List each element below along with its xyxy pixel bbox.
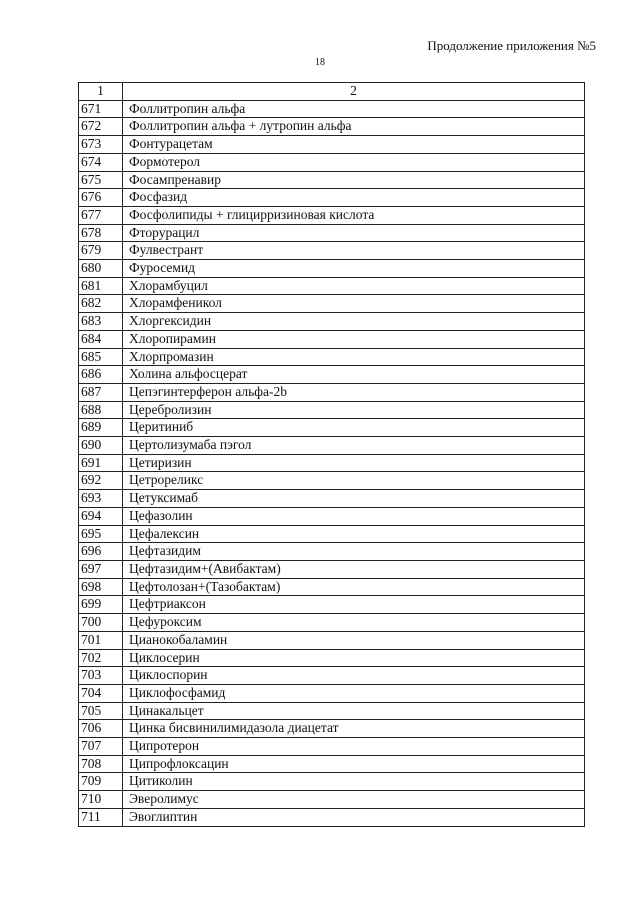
row-number: 703 [79,667,123,685]
row-number: 690 [79,437,123,455]
row-number: 699 [79,596,123,614]
drug-name: Цефтриаксон [123,596,585,614]
table-row [79,100,585,118]
drug-name: Цинакальцет [123,702,585,720]
drug-name: Фосампренавир [123,171,585,189]
row-number: 708 [79,755,123,773]
drug-name: Цитиколин [123,773,585,791]
table-row [79,490,585,508]
drug-name: Фоллитропин альфа + лутропин альфа [123,118,585,136]
drug-name: Формотерол [123,153,585,171]
drug-name: Цефтолозан+(Тазобактам) [123,578,585,596]
row-number: 707 [79,738,123,756]
table-row [79,295,585,313]
drug-name: Церитиниб [123,419,585,437]
table-row [79,720,585,738]
drug-name: Ципрофлоксацин [123,755,585,773]
row-number: 704 [79,684,123,702]
drug-name: Эверолимус [123,791,585,809]
row-number: 682 [79,295,123,313]
table-row [79,808,585,826]
row-number: 710 [79,791,123,809]
drug-name: Ципротерон [123,738,585,756]
table-row [79,224,585,242]
table-row [79,206,585,224]
drug-name: Фосфазид [123,189,585,207]
drug-name: Цефтазидим+(Авибактам) [123,560,585,578]
table-row [79,313,585,331]
appendix-continuation-note: Продолжение приложения №5 [427,38,596,53]
row-number: 687 [79,383,123,401]
row-number: 696 [79,543,123,561]
table-header-row [79,83,585,101]
drug-name: Цетиризин [123,454,585,472]
table-row [79,437,585,455]
drug-name: Эвоглиптин [123,808,585,826]
table-row [79,330,585,348]
drug-name: Цефуроксим [123,614,585,632]
drug-name: Цепэгинтерферон альфа-2b [123,383,585,401]
row-number: 681 [79,277,123,295]
row-number: 688 [79,401,123,419]
drug-name: Хлорамбуцил [123,277,585,295]
row-number: 695 [79,525,123,543]
drug-name: Цетуксимаб [123,490,585,508]
table-row [79,702,585,720]
drug-name: Цианокобаламин [123,631,585,649]
page-number: 18 [315,57,325,68]
drug-name: Церебролизин [123,401,585,419]
row-number: 693 [79,490,123,508]
table-row [79,171,585,189]
drug-name: Цефтазидим [123,543,585,561]
row-number: 673 [79,136,123,154]
table-row [79,472,585,490]
table-row [79,383,585,401]
drug-table [78,82,585,827]
drug-name: Циклоспорин [123,667,585,685]
table-row [79,773,585,791]
row-number: 689 [79,419,123,437]
table-row [79,277,585,295]
drug-name: Фонтурацетам [123,136,585,154]
row-number: 677 [79,206,123,224]
table-row [79,791,585,809]
table-row [79,560,585,578]
row-number: 684 [79,330,123,348]
drug-name: Фоллитропин альфа [123,100,585,118]
row-number: 697 [79,560,123,578]
row-number: 680 [79,260,123,278]
table-row [79,260,585,278]
row-number: 691 [79,454,123,472]
table-row [79,649,585,667]
row-number: 675 [79,171,123,189]
drug-name: Циклофосфамид [123,684,585,702]
table-row [79,755,585,773]
row-number: 686 [79,366,123,384]
row-number: 694 [79,507,123,525]
row-number: 698 [79,578,123,596]
drug-name: Фторурацил [123,224,585,242]
row-number: 674 [79,153,123,171]
table-row [79,631,585,649]
table-row [79,348,585,366]
drug-name: Фосфолипиды + глицирризиновая кислота [123,206,585,224]
drug-name: Хлоропирамин [123,330,585,348]
drug-name: Хлорпромазин [123,348,585,366]
drug-name: Цетрореликс [123,472,585,490]
row-number: 702 [79,649,123,667]
table-row [79,454,585,472]
table-row [79,614,585,632]
table-row [79,242,585,260]
drug-name: Фуросемид [123,260,585,278]
column-header-name: 2 [123,83,585,101]
row-number: 683 [79,313,123,331]
drug-name: Цертолизумаба пэгол [123,437,585,455]
drug-table-body [79,83,585,827]
table-row [79,419,585,437]
row-number: 672 [79,118,123,136]
drug-name: Хлоргексидин [123,313,585,331]
row-number: 676 [79,189,123,207]
table-row [79,525,585,543]
table-row [79,401,585,419]
table-row [79,366,585,384]
table-row [79,136,585,154]
table-row [79,543,585,561]
row-number: 706 [79,720,123,738]
table-row [79,578,585,596]
table-row [79,118,585,136]
table-row [79,738,585,756]
drug-name: Цефазолин [123,507,585,525]
drug-name: Цинка бисвинилимидазола диацетат [123,720,585,738]
row-number: 711 [79,808,123,826]
drug-name: Цефалексин [123,525,585,543]
table-row [79,153,585,171]
row-number: 671 [79,100,123,118]
row-number: 705 [79,702,123,720]
row-number: 701 [79,631,123,649]
row-number: 685 [79,348,123,366]
table-row [79,189,585,207]
drug-name: Фулвестрант [123,242,585,260]
table-row [79,507,585,525]
column-header-number: 1 [79,83,123,101]
table-row [79,596,585,614]
drug-name: Циклосерин [123,649,585,667]
row-number: 678 [79,224,123,242]
drug-name: Холина альфосцерат [123,366,585,384]
table-row [79,684,585,702]
table-row [79,667,585,685]
row-number: 700 [79,614,123,632]
drug-name: Хлорамфеникол [123,295,585,313]
row-number: 679 [79,242,123,260]
row-number: 709 [79,773,123,791]
row-number: 692 [79,472,123,490]
